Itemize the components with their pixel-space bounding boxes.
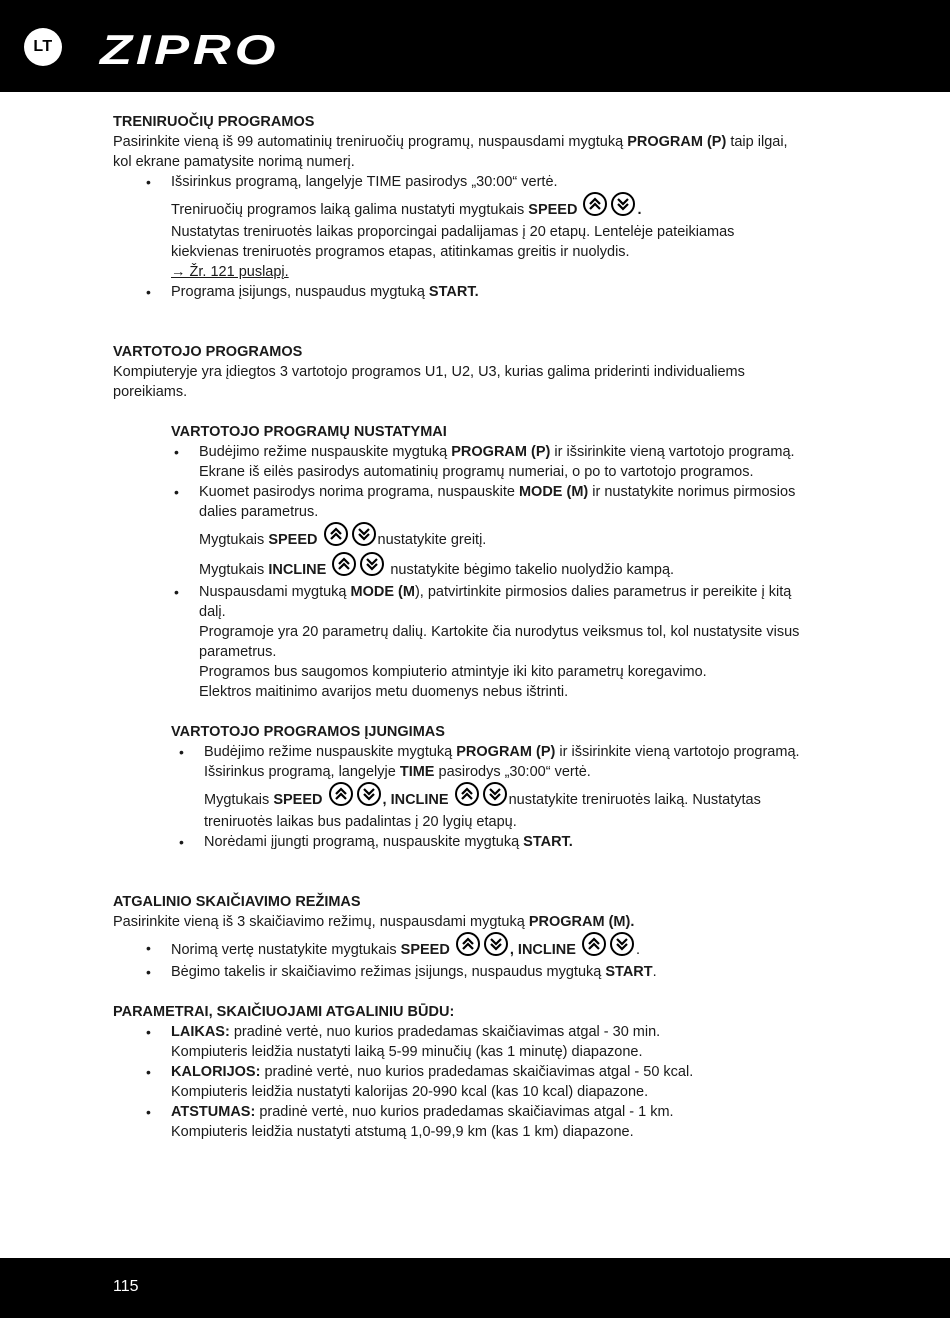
list-item: • Kuomet pasirodys norima programa, nuspauskite MODE (M) ir nustatykite norimus pirmosios dalies parametrus. bbox=[199, 482, 833, 522]
section-heading-countdown-mode: ATGALINIO SKAIČIAVIMO REŽIMAS bbox=[113, 894, 361, 910]
list-item: • Norimą vertę nustatykite mygtukais SPEED , INCLINE . bbox=[171, 938, 833, 962]
language-badge: LT bbox=[24, 28, 62, 66]
speed-down-button-icon bbox=[357, 782, 381, 806]
bullet-list bbox=[113, 938, 833, 982]
list-item: • LAIKAS: pradinė vertė, nuo kurios pradedamas skaičiavimas atgal - 30 min. Kompiuteris leidžia nustatyti laiką 5-99 minučių (kas 1 minutę) diapazone. bbox=[171, 1022, 833, 1062]
paragraph: Mygtukais SPEED , INCLINE nustatykite treniruotės laiką. Nustatytas treniruotės laikas bus padalintas į 20 lygių etapų. bbox=[113, 788, 833, 832]
list-item: • KALORIJOS: pradinė vertė, nuo kurios pradedamas skaičiavimas atgal - 50 kcal. Kompiuteris leidžia nustatyti kalorijas 20-990 kcal (kas 10 kcal) diapazone. bbox=[171, 1062, 833, 1102]
subsection-heading-user-program-settings: VARTOTOJO PROGRAMŲ NUSTATYMAI bbox=[171, 424, 447, 440]
speed-up-button-icon bbox=[329, 782, 353, 806]
paragraph: kol ekrane pamatysite norimą numerį. bbox=[113, 154, 355, 170]
list-item: • Norėdami įjungti programą, nuspauskite mygtuką START. bbox=[204, 832, 833, 852]
page-reference-link[interactable]: → Žr. 121 puslapį. bbox=[171, 264, 289, 280]
section-heading-user-programs: VARTOTOJO PROGRAMOS bbox=[113, 344, 303, 360]
page-header bbox=[0, 0, 950, 92]
bullet-list bbox=[113, 832, 833, 852]
incline-down-button-icon bbox=[483, 782, 507, 806]
list-item: • Išsirinkus programą, langelyje TIME pasirodys „30:00“ vertė. bbox=[171, 172, 833, 192]
paragraph: Pasirinkite vieną iš 3 skaičiavimo režimų, nuspausdami mygtuką PROGRAM (M). bbox=[113, 914, 635, 930]
bullet-list bbox=[113, 172, 833, 192]
page-number: 115 bbox=[113, 1278, 139, 1295]
brand-logo: ZIPRO bbox=[100, 26, 280, 73]
list-item: • Programa įsijungs, nuspaudus mygtuką START. bbox=[171, 282, 833, 302]
paragraph: Kompiuteryje yra įdiegtos 3 vartotojo programos U1, U2, U3, kurias galima priderinti individualiems bbox=[113, 364, 745, 380]
bullet-list bbox=[113, 582, 833, 702]
bullet-list bbox=[113, 742, 833, 782]
paragraph: kiekvienas treniruotės programos etapas, atitinkamas greitis ir nuolydis. bbox=[171, 244, 630, 260]
list-item: • Nuspausdami mygtuką MODE (M), patvirtinkite pirmosios dalies parametrus ir pereikite į kitą dalį. Programoje yra 20 parametrų dalių. Kartokite čia nurodytus veiksmus tol, kol nustatysite visus parametrus. Programos bus saugomos kompiuterio atmintyje iki kito parametrų koregavimo. Elektros maitinimo avarijos metu duomenys nebus ištrinti. bbox=[199, 582, 833, 702]
page-footer bbox=[0, 1258, 950, 1318]
speed-down-button-icon bbox=[611, 192, 635, 216]
speed-down-button-icon bbox=[352, 522, 376, 546]
subsection-heading-user-program-start: VARTOTOJO PROGRAMOS ĮJUNGIMAS bbox=[171, 724, 445, 740]
paragraph: Treniruočių programos laiką galima nustatyti mygtukais SPEED . bbox=[113, 198, 833, 222]
bullet-list bbox=[113, 1022, 833, 1142]
document-body bbox=[113, 112, 833, 1142]
list-item: • Budėjimo režime nuspauskite mygtuką PROGRAM (P) ir išsirinkite vieną vartotojo programą. Išsirinkus programą, langelyje TIME pasirodys „30:00“ vertė. bbox=[204, 742, 833, 782]
incline-down-button-icon bbox=[610, 932, 634, 956]
paragraph: poreikiams. bbox=[113, 384, 188, 400]
incline-up-button-icon bbox=[582, 932, 606, 956]
bullet-list bbox=[113, 442, 833, 522]
section-heading-training-programs: TRENIRUOČIŲ PROGRAMOS bbox=[113, 114, 315, 130]
paragraph: Mygtukais SPEED nustatykite greitį. bbox=[113, 528, 833, 552]
list-item: • Budėjimo režime nuspauskite mygtuką PROGRAM (P) ir išsirinkite vieną vartotojo programą. Ekrane iš eilės pasirodys automatinių programų numeriai, o po to vartotojo programos. bbox=[199, 442, 833, 482]
speed-down-button-icon bbox=[484, 932, 508, 956]
list-item: • ATSTUMAS: pradinė vertė, nuo kurios pradedamas skaičiavimas atgal - 1 km. Kompiuteris leidžia nustatyti atstumą 1,0-99,9 km (kas 1 km) diapazone. bbox=[171, 1102, 833, 1142]
paragraph: Pasirinkite vieną iš 99 automatinių treniruočių programų, nuspausdami mygtuką PROGRAM (P) taip ilgai, bbox=[113, 134, 788, 150]
paragraph: Nustatytas treniruotės laikas proporcingai padalijamas į 20 etapų. Lentelėje pateikiamas bbox=[171, 224, 735, 240]
list-item: • Bėgimo takelis ir skaičiavimo režimas įsijungs, nuspaudus mygtuką START. bbox=[171, 962, 833, 982]
section-heading-countdown-parameters: PARAMETRAI, SKAIČIUOJAMI ATGALINIU BŪDU: bbox=[113, 1004, 455, 1020]
incline-up-button-icon bbox=[455, 782, 479, 806]
paragraph: Mygtukais INCLINE nustatykite bėgimo takelio nuolydžio kampą. bbox=[113, 558, 833, 582]
bullet-list bbox=[113, 282, 833, 302]
incline-up-button-icon bbox=[332, 552, 356, 576]
speed-up-button-icon bbox=[324, 522, 348, 546]
incline-down-button-icon bbox=[360, 552, 384, 576]
speed-up-button-icon bbox=[456, 932, 480, 956]
speed-up-button-icon bbox=[583, 192, 607, 216]
